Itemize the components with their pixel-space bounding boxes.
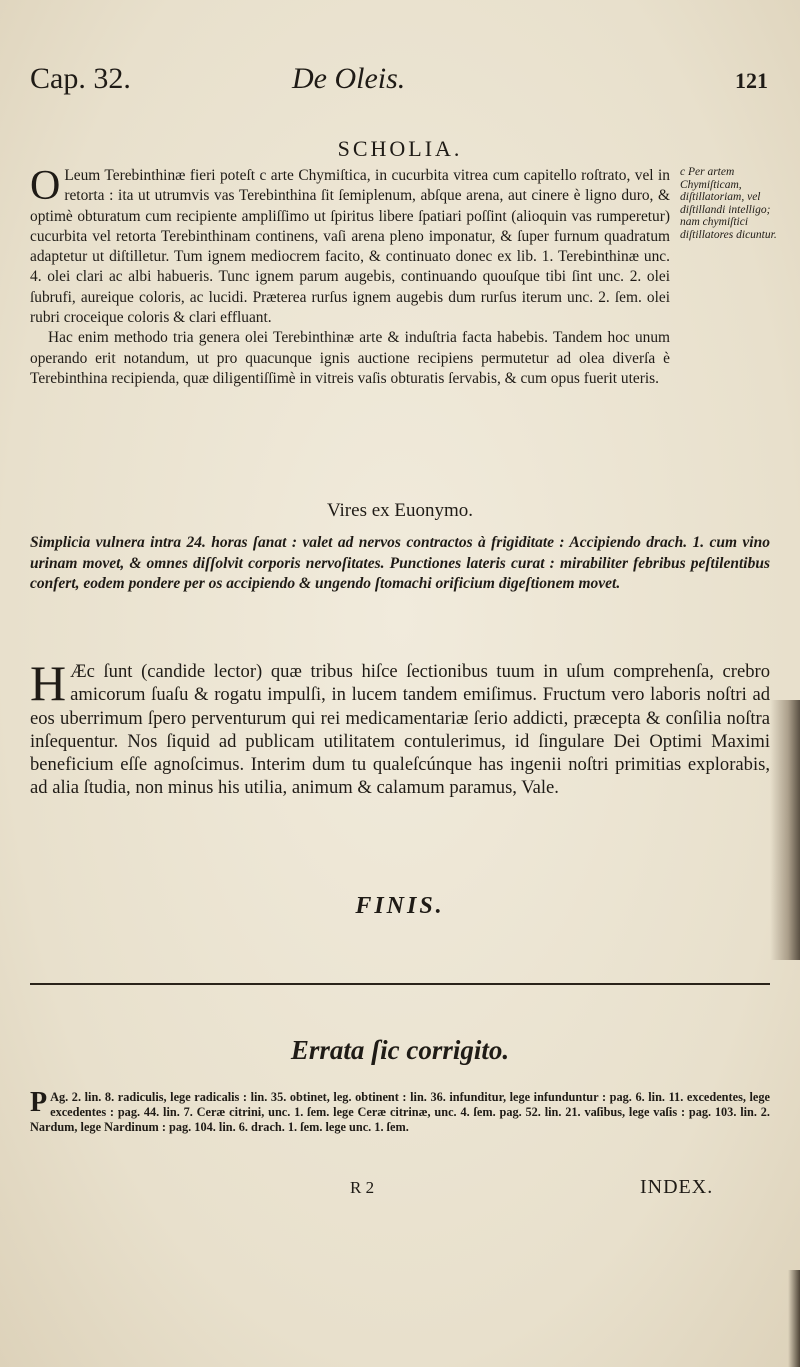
vires-paragraph: Simplicia vulnera intra 24. horas ſanat : valet ad nervos contractos à frigiditate : Accipiendo drach. 1. cum vino urinam movet, & omnes diſſolvit corporis nervoſitates. Punctiones lateris curat : mirabiliter febribus peſtilentibus confert, eodem pondere per os accipiendo & ungendo ſtomachi orificium digeſtionem movet. — [30, 534, 770, 592]
divider-rule — [30, 983, 770, 985]
drop-cap-h: H — [30, 655, 67, 711]
catchword: INDEX. — [640, 1176, 714, 1198]
scholia-paragraph-2: Hac enim methodo tria genera olei Terebinthinæ arte & induſtria facta habebis. Tandem hoc unum operando erit notandum, ut pro quacunque ignis auctione recipiens permutetur ad olea diverſa è Terebinthina recipienda, quæ diligentiſſimè in vitreis vaſis obturatis ſervabis, & cum opus fuerit uteris. — [30, 329, 670, 387]
scholia-heading: SCHOLIA. — [337, 136, 463, 161]
errata-paragraph — [30, 1087, 770, 1135]
page-edge-shadow — [770, 700, 800, 960]
chapter-label: Cap. 32. — [30, 62, 131, 95]
errata-heading: Errata ſic corrigito. — [290, 1035, 510, 1065]
page-number: 121 — [735, 68, 768, 93]
scholia-text-1: Leum Terebinthinæ fieri poteſt c arte Chymiſtica, in cucurbita vitrea cum capitello roſtrato, vel in retorta : ita ut utrumvis vas Terebinthina ſit ſemiplenum, abſque arena, aut cinere è ligno duro, & optimè obturatum cum recipiente ampliſſimo ut ſpiritus libere ſpatiari poſſint (alioquin vas rumperetur) cucurbita vel retorta Terebinthinam continens, vaſi arena pleno imponatur, & ſuper furnum quadratum adaptetur ut diſtilletur. Tum ignem mediocrem facito, & continuato donec ex lib. 1. Terebinthinæ unc. 4. olei clari ac albi habueris. Tunc ignem parum augebis, continuando quouſque tibi ſint unc. 2. olei ſubrufi, aureique coloris, ac lucidi. Præterea rurſus ignem augebis dum rurſus iterum unc. 2. ſem. olei rubri croceique coloris & clari effluant. — [30, 167, 670, 327]
running-title: De Oleis. — [292, 62, 406, 95]
closing-paragraph — [30, 655, 770, 800]
scholia-body — [30, 163, 670, 389]
margin-note: c Per artem Chymiſticam, diſtillatoriam, vel diſtillandi intelligo; nam chymiſtici diſtillatores dicuntur. — [680, 166, 777, 241]
vires-body — [30, 533, 770, 595]
scholia-paragraph-1 — [30, 163, 670, 328]
finis: FINIS. — [355, 893, 445, 919]
closing-text: Æc ſunt (candide lector) quæ tribus hiſce ſectionibus tuum in uſum comprehenſa, crebro amicorum ſuaſu & rogatu impulſi, in lucem tandem emiſimus. Fructum vero laboris noſtri ad eos uberrimum ſpero perventurum qui rei medicamentariæ ſerio addicti, præcepta & conſilia noſtra inſequentur. Nos ſiquid ad publicam utilitatem contulerimus, id ſingulare Dei Optimi Maximi beneficium eſſe agnoſcimus. Interim dum tu qualeſcúnque has ingenii noſtri primitias explorabis, ad alia ſtudia, non minus his utilia, animum & calamum paramus, Vale. — [30, 661, 770, 799]
vires-heading: Vires ex Euonymo. — [326, 500, 474, 521]
drop-cap-p: P — [30, 1087, 48, 1118]
errata-text: Ag. 2. lin. 8. radiculis, lege radicalis : lin. 35. obtinet, leg. obtinent : lin. 36. infunditur, lege infunduntur : pag. 6. lin. 11. excedentes, lege excedentes : pag. 44. lin. 7. Ceræ citrini, unc. 1. ſem. lege Ceræ citrinæ, unc. 4. ſem. pag. 52. lin. 21. vaſibus, lege vaſis : pag. 103. lin. 2. Nardum, lege Nardinum : pag. 104. lin. 6. drach. 1. ſem. lege unc. 1. ſem. — [30, 1090, 770, 1134]
errata-body — [30, 1087, 770, 1135]
drop-cap-o: O — [30, 163, 61, 209]
signature-mark: R 2 — [350, 1178, 375, 1197]
closing-address — [30, 655, 770, 800]
running-head — [30, 62, 768, 102]
page-edge-shadow-bottom — [788, 1270, 800, 1367]
